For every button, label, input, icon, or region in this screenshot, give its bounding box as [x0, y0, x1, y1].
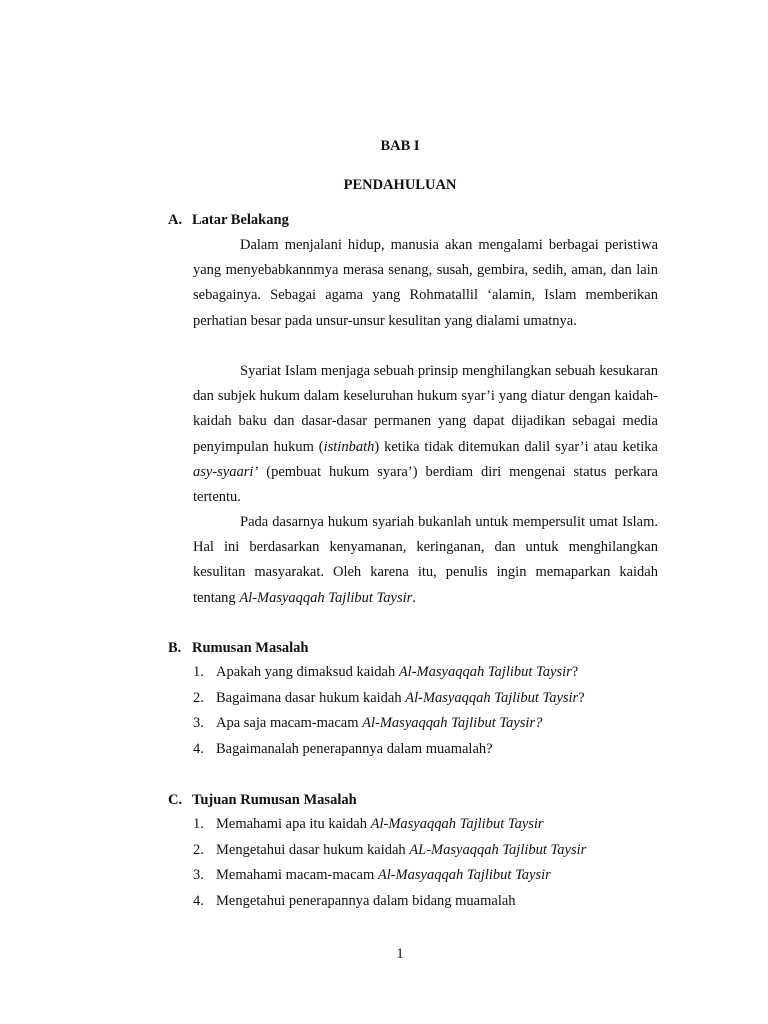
- list-item-text: Memahami apa itu kaidah: [216, 816, 371, 832]
- paragraph-2-part-a: Syariat Islam menjaga sebuah prinsip menghilangkan sebuah kesukaran dan subjek hukum dalam keseluruhan hukum syar’i yang diatur dengan kaidah-kaidah baku dan dasar-dasar permanen yang dapat dijadikan sebagai media penyimpulan hukum (: [193, 363, 658, 455]
- list-item-italic: Al-Masyaqqah Tajlibut Taysir: [398, 664, 572, 680]
- paragraph-3: [193, 510, 658, 611]
- section-b-title: Rumusan Masalah: [192, 640, 309, 656]
- list-item-suffix: ?: [578, 689, 585, 706]
- paragraph-1: Dalam menjalani hidup, manusia akan mengalami berbagai peristiwa yang menyebabkannmya merasa senang, susah, gembira, sedih, aman, dan lain sebagainya. Sebagai agama yang Rohmatallil ‘alamin, Islam memberikan perhatian besar pada unsur-unsur kesulitan yang dialami umatnya.: [193, 237, 658, 329]
- list-item-text: Bagaimanalah penerapannya dalam muamalah?: [216, 740, 493, 757]
- list-item-text: Memahami macam-macam: [216, 867, 378, 883]
- list-item-italic: AL-Masyaqqah Tajlibut Taysir: [409, 841, 587, 858]
- paragraph-2-asy-syaari: asy-syaari’: [193, 463, 259, 480]
- paragraph-2: [193, 359, 658, 510]
- list-item-text: Apa saja macam-macam: [216, 715, 363, 731]
- section-b-letter: B.: [168, 640, 182, 656]
- chapter-number: BAB I: [380, 138, 420, 154]
- section-c-title: Tujuan Rumusan Masalah: [192, 792, 357, 808]
- list-item-italic: Al-Masyaqqah Tajlibut Taysir?: [362, 715, 543, 731]
- list-item: [193, 838, 663, 864]
- paragraph-3-part-b: .: [412, 589, 416, 606]
- section-c-heading: [168, 792, 357, 809]
- list-item-number: 1.: [193, 816, 204, 832]
- chapter-title: PENDAHULUAN: [343, 177, 457, 193]
- list-item: [193, 889, 663, 915]
- list-item-text: Bagaimana dasar hukum kaidah: [216, 689, 406, 706]
- list-item-italic: Al-Masyaqqah Tajlibut Taysir: [405, 689, 579, 706]
- list-item: [193, 686, 663, 712]
- list-item-suffix: ?: [571, 664, 579, 680]
- list-item: [193, 737, 663, 763]
- paragraph-2-istinbath: istinbath: [323, 438, 375, 455]
- section-b-heading: [168, 640, 308, 657]
- rumusan-masalah-list: [193, 660, 663, 762]
- list-item-number: 2.: [193, 841, 204, 858]
- section-a-letter: A.: [168, 212, 183, 228]
- section-a-heading: [168, 212, 289, 229]
- page-number: 1: [396, 946, 404, 962]
- paragraph-2-part-b: ) ketika tidak ditemukan dalil syar’i atau ketika: [374, 438, 658, 455]
- list-item: [193, 711, 663, 737]
- list-item: [193, 660, 663, 686]
- list-item-number: 3.: [193, 715, 204, 731]
- list-item-text: Mengetahui dasar hukum kaidah: [216, 841, 410, 858]
- section-a-title: Latar Belakang: [192, 212, 289, 228]
- tujuan-list: [193, 812, 663, 914]
- paragraph-3-kaidah-title: Al-Masyaqqah Tajlibut Taysir: [239, 589, 413, 606]
- list-item-number: 4.: [193, 740, 204, 757]
- list-item-number: 2.: [193, 689, 204, 706]
- list-item-text: Mengetahui penerapannya dalam bidang muamalah: [216, 892, 516, 909]
- list-item-number: 1.: [193, 664, 204, 680]
- list-item: [193, 812, 663, 838]
- paragraph-3-part-a: Pada dasarnya hukum syariah bukanlah untuk mempersulit umat Islam. Hal ini berdasarkan kenyamanan, keringanan, dan untuk menghilangkan kesulitan masyarakat. Oleh karena itu, penulis ingin memaparkan kaidah tentang: [193, 514, 658, 606]
- list-item-number: 4.: [193, 892, 204, 909]
- list-item-text: Apakah yang dimaksud kaidah: [216, 664, 399, 680]
- list-item: [193, 863, 663, 889]
- paragraph-2-part-c: (pembuat hukum syara’) berdiam diri mengenai status perkara tertentu.: [193, 463, 658, 506]
- list-item-number: 3.: [193, 867, 204, 883]
- section-c-letter: C.: [168, 792, 183, 808]
- list-item-italic: Al-Masyaqqah Tajlibut Taysir: [370, 816, 544, 832]
- list-item-italic: Al-Masyaqqah Tajlibut Taysir: [377, 867, 551, 883]
